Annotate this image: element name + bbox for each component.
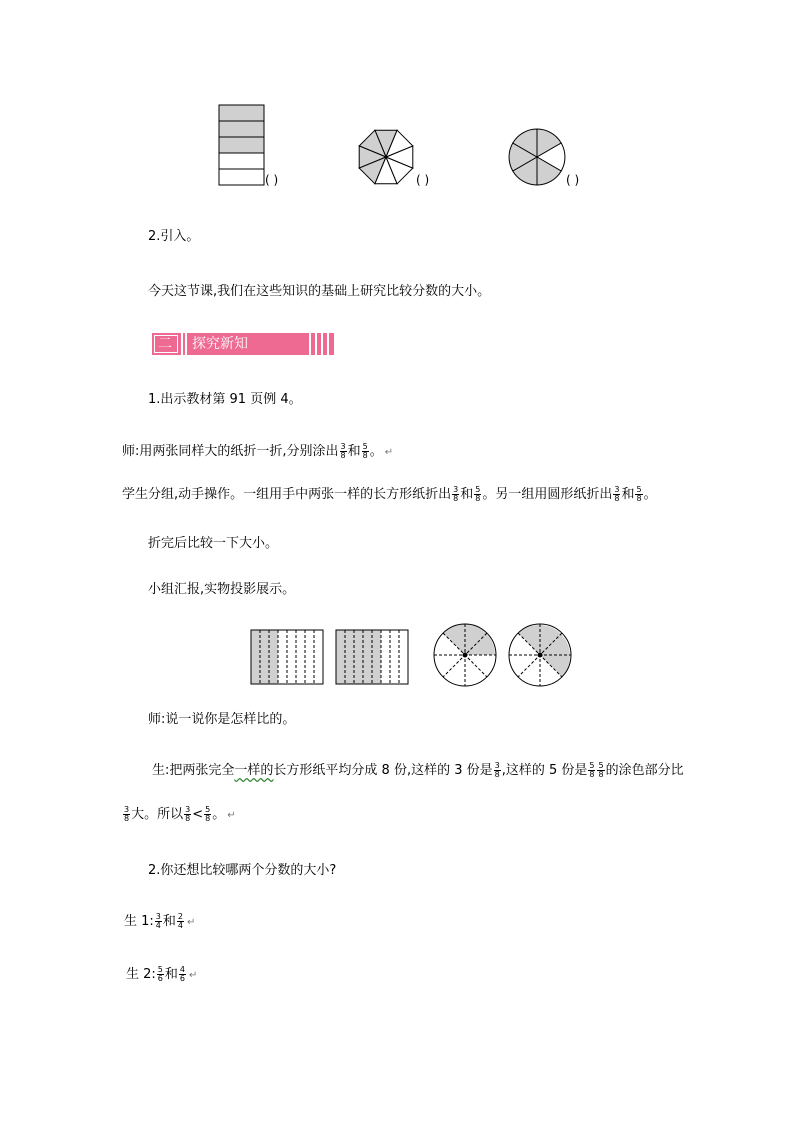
report-line: 小组汇报,实物投影展示。 [148, 582, 296, 597]
section-banner [152, 333, 334, 355]
student-2-line: 生 2: $\frac{5}{6}$ 和 $\frac{4}{6}$ ↵ [126, 965, 198, 983]
fraction-3-8: $\frac{3}{8}$ [614, 485, 620, 503]
student-answer-line-1: 生:把两张完全一样的长方形纸平均分成 8 份,这样的 3 份是 $\frac{3}{8}$ ,这样的 5 份是 $\frac{5}{8}$ $\frac{5}{8}$ 的涂色部分比 [152, 761, 684, 779]
intro-octagon-figure [355, 126, 417, 188]
fraction-5-8: $\frac{5}{8}$ [475, 485, 481, 503]
teacher-line-2: 师:说一说你是怎样比的。 [148, 712, 296, 727]
fraction-3-8: $\frac{3}{8}$ [185, 805, 191, 823]
rect-five-eighths-figure [335, 629, 409, 685]
intro-bar-figure [218, 104, 266, 186]
section-number: 二 [158, 336, 172, 352]
fraction-2-4: $\frac{2}{4}$ [177, 912, 183, 930]
answer-blank-1: ( ) [265, 173, 279, 187]
fraction-5-8: $\frac{5}{8}$ [589, 761, 595, 779]
fraction-3-4: $\frac{3}{4}$ [155, 912, 161, 930]
student-1-line: 生 1: $\frac{3}{4}$ 和 $\frac{2}{4}$ ↵ [124, 912, 196, 930]
example-line: 1.出示教材第 91 页例 4。 [148, 392, 302, 407]
fraction-3-8: $\frac{3}{8}$ [340, 442, 346, 460]
student-answer-line-2: $\frac{3}{8}$ 大。所以 $\frac{3}{8}$ < $\frac{5}{8}$ 。 ↵ [124, 805, 236, 823]
fraction-5-6: $\frac{5}{6}$ [157, 965, 163, 983]
fraction-4-6: $\frac{4}{6}$ [179, 965, 185, 983]
intro-circle-figure [508, 128, 566, 186]
circle-three-eighths-figure [432, 622, 498, 688]
answer-blank-2: ( ) [416, 173, 430, 187]
today-paragraph: 今天这节课,我们在这些知识的基础上研究比较分数的大小。 [148, 284, 491, 299]
compare-after-line: 折完后比较一下大小。 [148, 536, 279, 551]
fraction-5-8: $\frac{5}{8}$ [636, 485, 642, 503]
rect-three-eighths-figure [250, 629, 324, 685]
fraction-5-8: $\frac{5}{8}$ [362, 442, 368, 460]
section-title: 探究新知 [192, 336, 248, 352]
answer-blank-3: ( ) [566, 173, 580, 187]
fraction-3-8: $\frac{3}{8}$ [453, 485, 459, 503]
step-2-label: 2.引入。 [148, 229, 200, 244]
students-line: 学生分组,动手操作。一组用手中两张一样的长方形纸折出 $\frac{3}{8}$ 和 $\frac{5}{8}$ 。另一组用圆形纸折出 $\frac{3}{8}$ 和 $\frac{5}{8}$ 。 [122, 485, 657, 503]
circle-five-eighths-figure [507, 622, 573, 688]
teacher-line-1: 师:用两张同样大的纸折一折,分别涂出 $\frac{3}{8}$ 和 $\frac{5}{8}$ 。 ↵ [122, 442, 394, 460]
fraction-5-8: $\frac{5}{8}$ [598, 761, 604, 779]
question-2-line: 2.你还想比较哪两个分数的大小? [148, 863, 337, 878]
fraction-3-8: $\frac{3}{8}$ [494, 761, 500, 779]
fraction-3-8: $\frac{3}{8}$ [124, 805, 130, 823]
fraction-5-8: $\frac{5}{8}$ [205, 805, 211, 823]
